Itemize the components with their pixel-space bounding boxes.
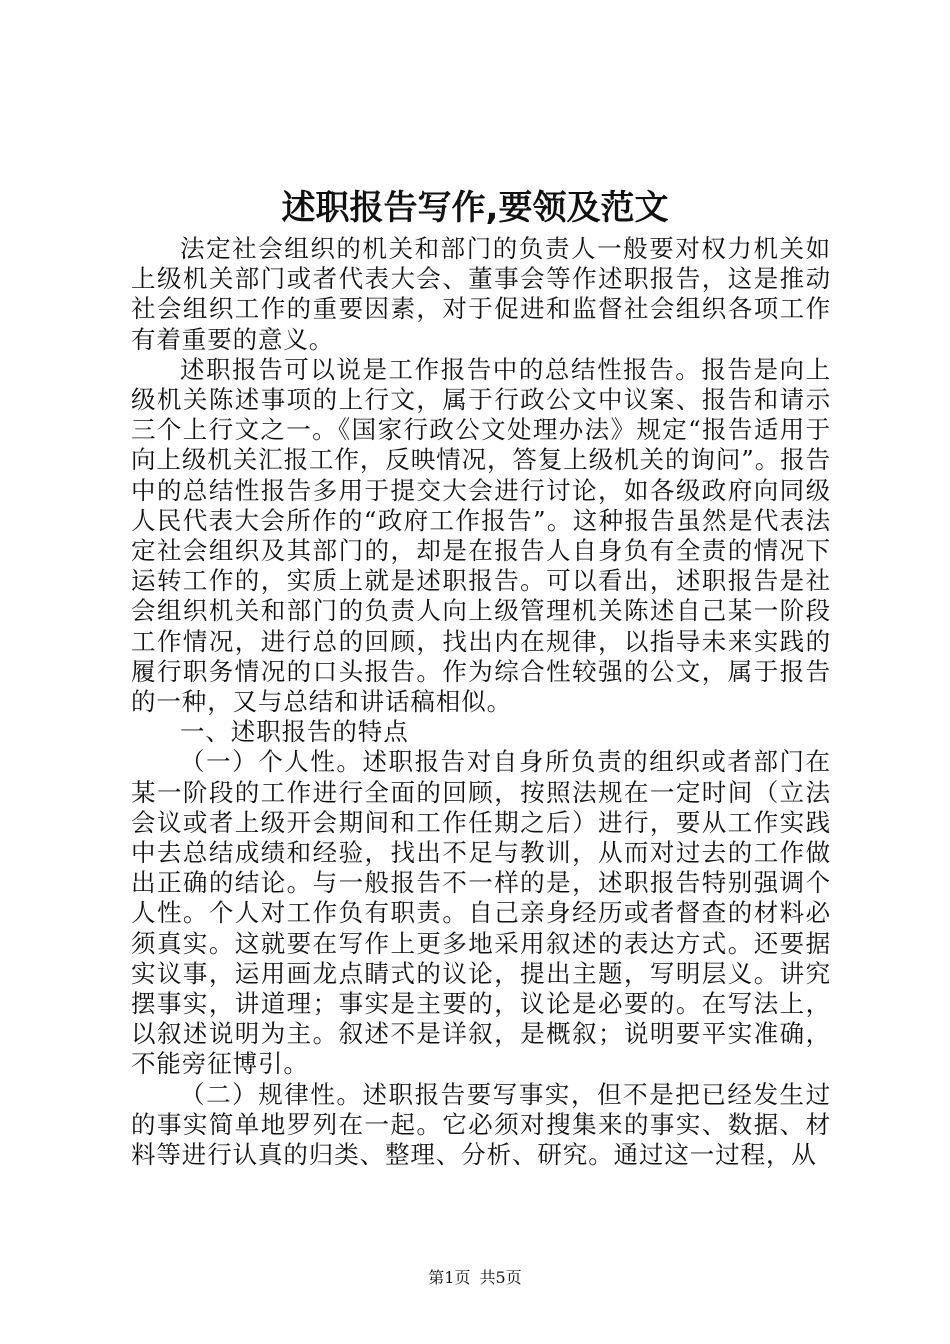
document-body [131,234,831,1170]
page-footer [0,1268,950,1288]
page-number: 第1页 [428,1268,471,1287]
intro-paragraph: 法定社会组织的机关和部门的负责人一般要对权力机关如上级机关部门或者代表大会、董事会等作述职报告，这是推动社会组织工作的重要因素，对于促进和监督社会组织各项工作有着重要的意义。 [131,234,831,354]
subsection-personal: （一）个人性。述职报告对自身所负责的组织或者部门在某一阶段的工作进行全面的回顾，按照法规在一定时间（立法会议或者上级开会期间和工作任期之后）进行，要从工作实践中去总结成绩和经验，找出不足与教训，从而对过去的工作做出正确的结论。与一般报告不一样的是，述职报告特别强调个人性。个人对工作负有职责。自己亲身经历或者督查的材料必须真实。这就要在写作上更多地采用叙述的表达方式。还要据实议事，运用画龙点睛式的议论，提出主题，写明层义。讲究摆事实，讲道理；事实是主要的，议论是必要的。在写法上，以叙述说明为主。叙述不是详叙，是概叙；说明要平实准确，不能旁征博引。 [131,747,831,1079]
definition-paragraph: 述职报告可以说是工作报告中的总结性报告。报告是向上级机关陈述事项的上行文，属于行政公文中议案、报告和请示三个上行文之一。《国家行政公文处理办法》规定“报告适用于向上级机关汇报工作，反映情况，答复上级机关的询问”。报告中的总结性报告多用于提交大会进行讨论，如各级政府向同级人民代表大会所作的“政府工作报告”。这种报告虽然是代表法定社会组织及其部门的，却是在报告人自身负有全责的情况下运转工作的，实质上就是述职报告。可以看出，述职报告是社会组织机关和部门的负责人向上级管理机关陈述自己某一阶段工作情况，进行总的回顾，找出内在规律，以指导未来实践的履行职务情况的口头报告。作为综合性较强的公文，属于报告的一种，又与总结和讲话稿相似。 [131,354,831,717]
page-total: 共5页 [479,1268,522,1287]
section-heading: 一、述职报告的特点 [180,717,409,747]
document-title: 述职报告写作,要领及范文 [281,188,669,228]
subsection-regularity: （二）规律性。述职报告要写事实，但不是把已经发生过的事实简单地罗列在一起。它必须对搜集来的事实、数据、材料等进行认真的归类、整理、分析、研究。通过这一过程，从 [131,1079,831,1170]
